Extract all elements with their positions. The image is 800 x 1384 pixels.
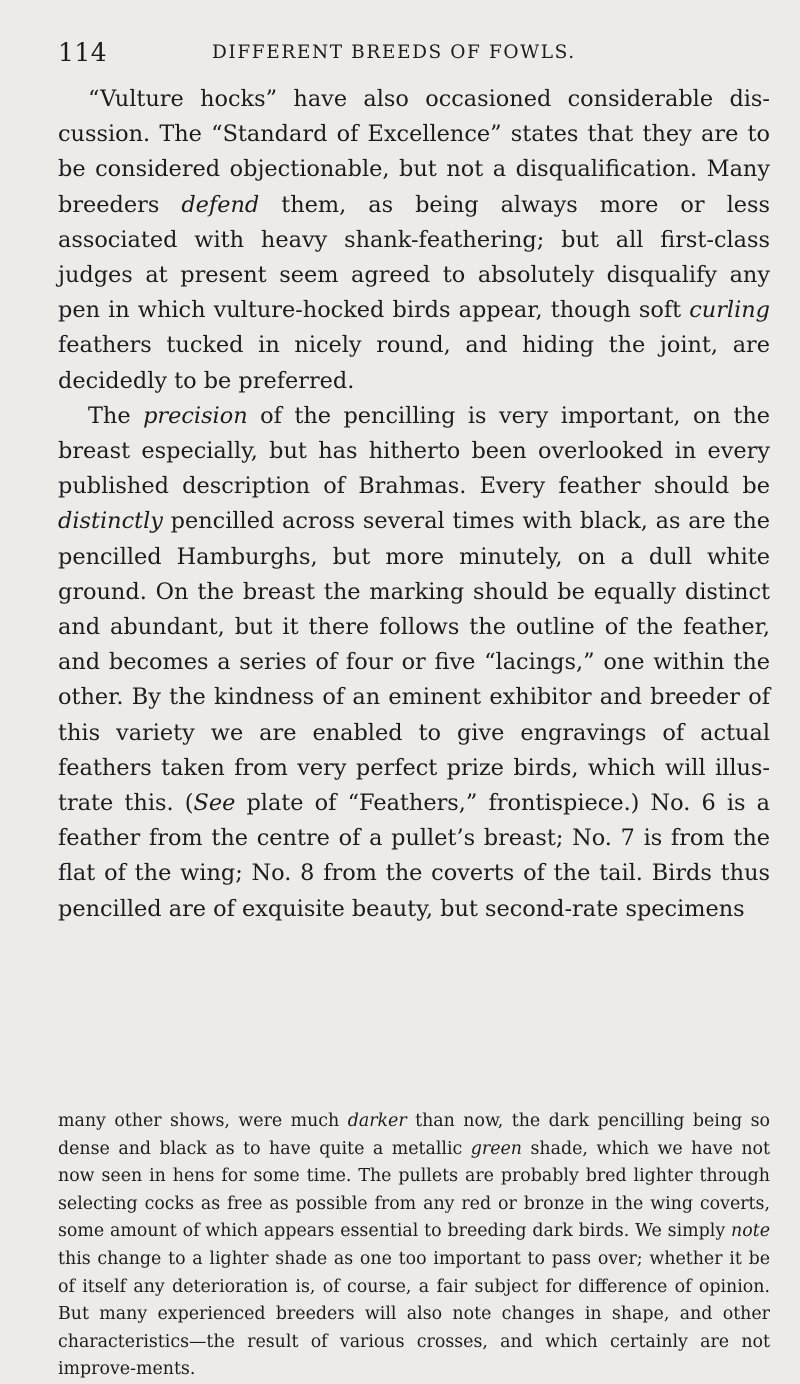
footnote-paragraph xyxy=(58,1108,770,1384)
body-text xyxy=(58,82,770,927)
italic-run: See xyxy=(193,790,236,817)
page-number: 114 xyxy=(58,38,108,67)
text-run: many other shows, were much xyxy=(58,1111,348,1131)
italic-run: note xyxy=(731,1221,770,1242)
text-run: of the pencilling is very important, on the breast especially, but has hitherto been overlooked in every published description of Brahmas. Every feather should be xyxy=(58,402,770,500)
italic-run: curling xyxy=(689,297,770,324)
text-run: this change to a lighter shade as one too important to pass over; whether it be of itself any deterioration is, of course, a fair subject for difference of opinion. But many experienced breeders will also note changes in shape, and other characteristics—the result of various crosses, and which certainly are not improve-ments. xyxy=(58,1248,770,1380)
text-run: “Vulture hocks” have also occasioned considerable dis-cussion. The “Standard of Excellence” states that they are to be considered objectionable, but not a disqualification. Many breeders xyxy=(58,86,770,218)
text-run: feathers tucked in nicely round, and hiding the joint, are decidedly to be preferred. xyxy=(58,332,770,394)
italic-run: defend xyxy=(181,191,260,218)
text-run: than now, the dark pencilling being so dense and black as to have quite a metallic xyxy=(58,1111,770,1159)
text-run: pencilled across several times with black, as are the pencilled Hamburghs, but more minutely, on a dull white ground. On the breast the marking should be equally distinct and abundant, but it there follows the outline of the feather, and becomes a series of four or five “lacings,” one within the other. By the kindness of an eminent exhibitor and breeder of this variety we are enabled to give engravings of actual feathers taken from very perfect prize birds, which will illus-trate this. ( xyxy=(58,508,770,817)
italic-run: precision xyxy=(143,402,248,429)
text-run: them, as being always more or less associated with heavy shank-feathering; but all first-class judges at present seem agreed to absolutely disqualify any pen in which vulture-hocked birds appear, though soft xyxy=(58,191,770,324)
paragraph-vulture-hocks xyxy=(58,82,770,399)
page-header xyxy=(58,38,768,68)
footnote xyxy=(58,1108,770,1384)
paragraph-pencilling xyxy=(58,399,770,927)
italic-run: green xyxy=(470,1138,523,1159)
text-run: The xyxy=(88,402,144,429)
running-title: DIFFERENT BREEDS OF FOWLS. xyxy=(212,42,576,63)
italic-run: darker xyxy=(347,1111,407,1131)
text-run: shade, which we have not now seen in hens for some time. The pullets are probably bred lighter through selecting cocks as free as possible from any red or bronze in the wing coverts, some amount of which appears essential to breeding dark birds. We simply xyxy=(58,1138,770,1242)
text-run: plate of “Feathers,” frontispiece.) No. 6 is a feather from the centre of a pullet’s breast; No. 7 is from the flat of the wing; No. 8 from the coverts of the tail. Birds thus pencilled are of exquisite beauty, but second-rate specimens xyxy=(58,790,770,922)
italic-run: distinctly xyxy=(58,508,163,535)
